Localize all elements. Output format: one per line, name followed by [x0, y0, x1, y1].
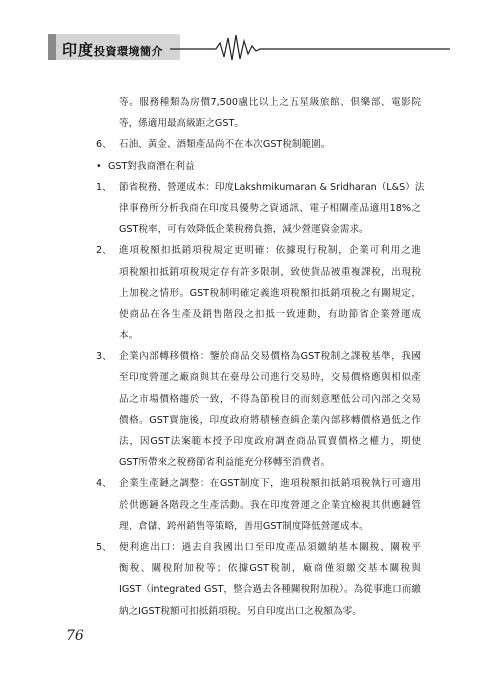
page-body	[96, 92, 425, 622]
list-item	[96, 346, 421, 473]
section-heading	[96, 156, 421, 177]
bullet-icon: •	[96, 160, 102, 172]
paragraph-line: 至印度營運之廠商與其在臺母公司進行交易時，交易價格應與相似產	[119, 372, 421, 384]
list-item-number: 4、	[96, 478, 112, 490]
list-item-number: 5、	[96, 541, 112, 553]
section-heading-text: GST對我商潛在利益	[108, 160, 195, 172]
list-item-number: 3、	[96, 351, 112, 363]
paragraph-line: 本。	[119, 330, 139, 342]
running-header-title	[62, 39, 163, 60]
paragraph-line: 節省稅務、營運成本：印度Lakshmikumaran & Sridharan（L&S）法	[119, 181, 425, 193]
paragraph-line: 等，係適用最高級距之GST。	[119, 118, 244, 130]
paragraph-line: 石油、黃金、酒類產品尚不在本次GST稅制範圍。	[119, 139, 331, 151]
heartbeat-wave-icon	[170, 30, 450, 66]
header-title-main: 印度	[62, 41, 95, 59]
paragraph-line: 等。服務種類為房價7,500盧比以上之五星級旅館、俱樂部、電影院	[119, 97, 421, 108]
paragraph-line: 便利進出口：過去自我國出口至印度產品須繳納基本關稅、關稅平	[119, 541, 421, 553]
page-number: 76	[66, 628, 84, 644]
paragraph-line: 企業生產鏈之調整：在GST制度下，進項稅額扣抵銷項稅執行可適用	[119, 478, 421, 490]
running-header	[0, 30, 480, 66]
list-item	[96, 134, 421, 155]
list-item-number: 2、	[96, 245, 112, 257]
list-item	[96, 177, 425, 241]
paragraph-line: 於供應鏈各階段之生產活動。我在印度營運之企業宜檢視其供應鏈管	[119, 499, 421, 511]
list-item	[96, 537, 421, 622]
paragraph-line: IGST（integrated GST，整合過去各種關稅附加稅）。為從事進口而繳	[119, 584, 421, 596]
list-item-number: 1、	[96, 181, 112, 193]
paragraph-line: 品之市場價格趨於一致，不得為節稅目的而刻意壓低公司內部之交易	[119, 393, 421, 405]
paragraph-line: 法，因GST法案範本授予印度政府調查商品買賣價格之權力，期使	[119, 436, 421, 447]
header-title-sub: 投資環境簡介	[94, 45, 164, 58]
paragraph-line: 理、倉儲、跨州銷售等策略，善用GST制度降低營運成本。	[119, 520, 369, 532]
header-bar-edge	[48, 34, 56, 60]
list-item-number: 6、	[96, 139, 112, 151]
paragraph-line: GST所帶來之稅務節省利益能充分移轉至消費者。	[119, 457, 331, 469]
list-item	[96, 240, 421, 346]
paragraph-line: 使商品在各生產及銷售階段之扣抵一致連動，有助節省企業營運成	[119, 308, 421, 320]
paragraph-line: 律事務所分析我商在印度具優勢之資通訊、電子相關產品適用18%之	[119, 202, 421, 214]
paragraph-line: 企業內部轉移價格：鑒於商品交易價格為GST稅制之課稅基準，我國	[119, 351, 421, 363]
paragraph-line: 進項稅額扣抵銷項稅規定更明確：依據現行稅制，企業可利用之進	[119, 245, 421, 257]
list-item	[96, 473, 421, 537]
paragraph-line: 納之IGST稅額可扣抵銷項稅。另自印度出口之稅額為零。	[119, 605, 362, 617]
paragraph-line: 衡稅、關稅附加稅等；依據GST稅制，廠商僅須繳交基本關稅與	[119, 563, 421, 575]
paragraph-line: GST稅率，可有效降低企業稅務負擔，減少營運資金需求。	[119, 224, 369, 236]
paragraph-line: 項稅額扣抵銷項稅規定存有許多限制，致使貨品被重複課稅，出現稅	[119, 266, 421, 278]
paragraph-line: 價格。GST實施後，印度政府將積極查緝企業內部移轉價格過低之作	[119, 414, 421, 426]
paragraph-line: 上加稅之情形。GST稅制明確定義進項稅額扣抵銷項稅之有關規定，	[119, 287, 421, 299]
